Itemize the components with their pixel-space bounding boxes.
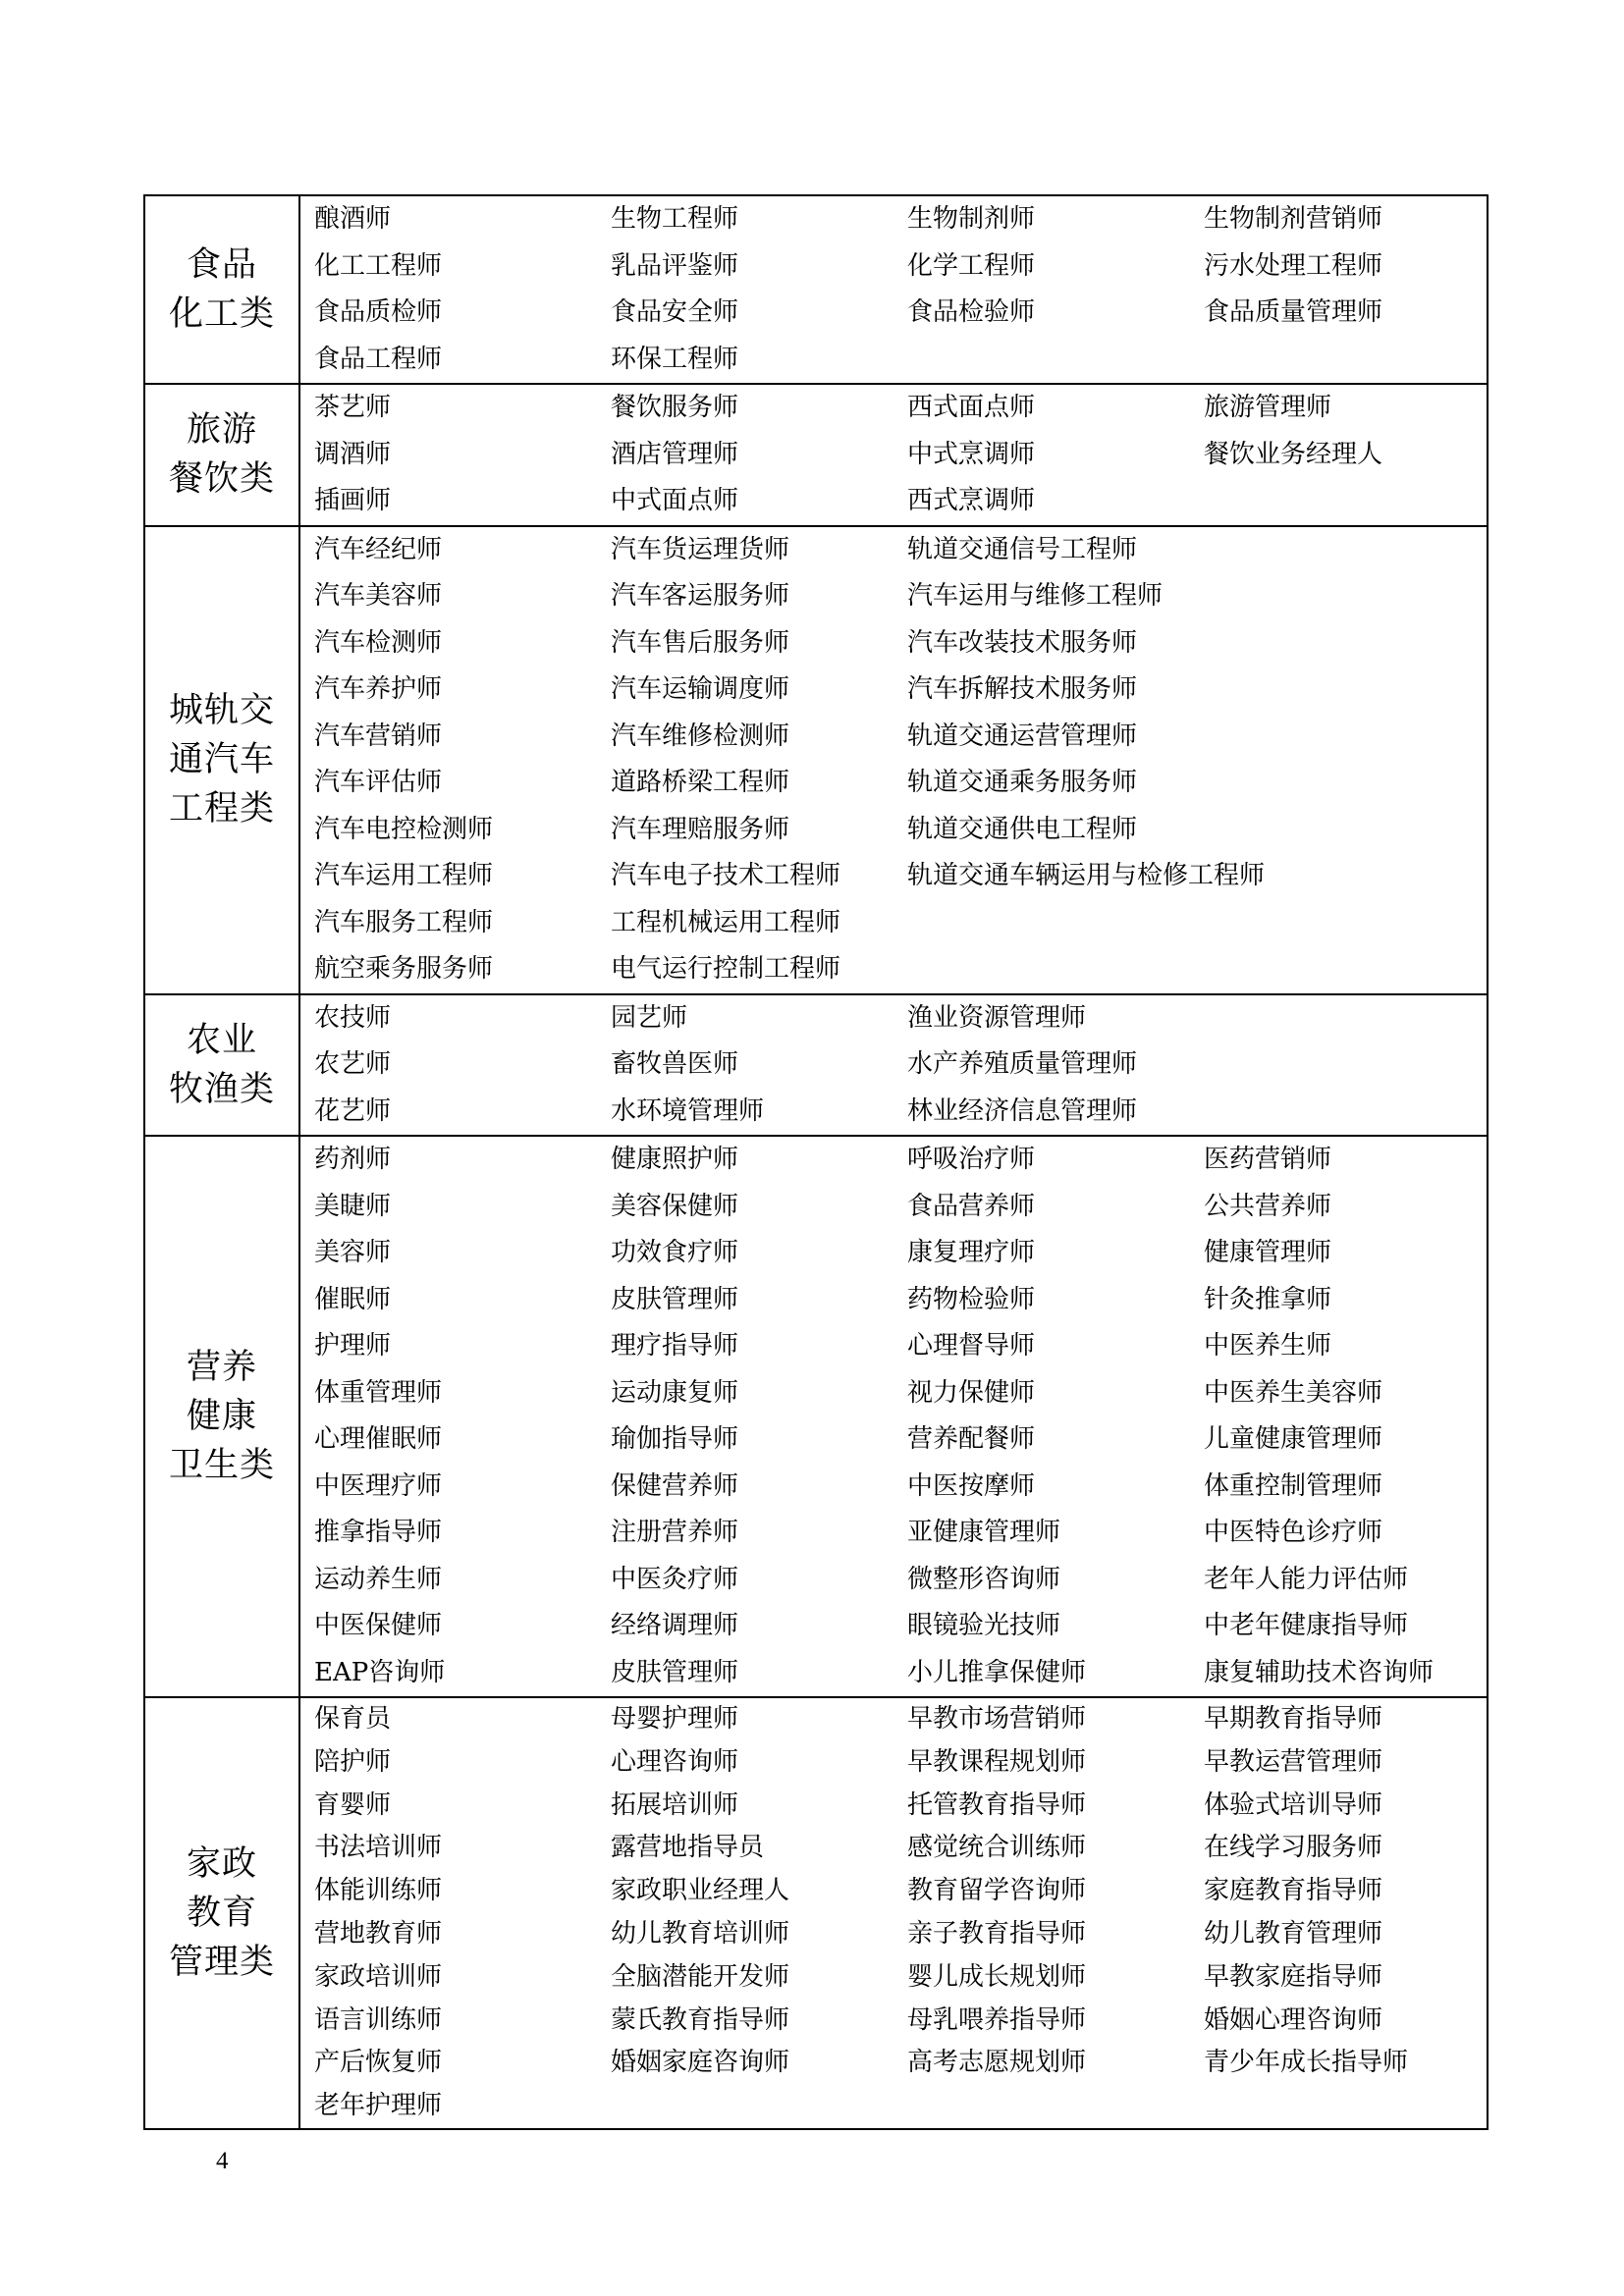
occupation-grid	[300, 1137, 1487, 1696]
occupation-item: 小儿推拿保健师	[907, 1657, 1087, 1687]
occupation-item: 运动养生师	[314, 1564, 443, 1594]
occupation-item: 公共营养师	[1204, 1191, 1332, 1221]
category-name-line: 营养	[186, 1348, 257, 1387]
occupation-item: 瑜伽指导师	[611, 1424, 739, 1454]
category-name-cell	[144, 195, 299, 384]
category-name-cell	[144, 384, 299, 526]
occupation-item: 中式烹调师	[907, 439, 1036, 469]
occupation-item	[1204, 714, 1500, 761]
occupation-item	[907, 900, 1204, 947]
occupation-item: 生物制剂营销师	[1204, 204, 1383, 234]
occupation-item: 汽车营销师	[314, 721, 443, 751]
occupation-item: 中医特色诊疗师	[1204, 1518, 1383, 1547]
occupation-item	[1204, 1089, 1500, 1136]
occupation-item	[1204, 573, 1500, 620]
category-row	[144, 526, 1488, 994]
category-row	[144, 195, 1488, 384]
occupation-item: 汽车电子技术工程师	[611, 861, 841, 890]
occupation-item: 汽车售后服务师	[611, 627, 790, 658]
category-name-line: 工程类	[168, 789, 275, 828]
occupation-item: 理疗指导师	[611, 1331, 739, 1361]
occupation-item: 园艺师	[611, 1002, 688, 1033]
occupation-item	[907, 337, 1204, 384]
occupation-item: 轨道交通信号工程师	[907, 534, 1138, 564]
occupation-item	[907, 946, 1204, 993]
occupation-item: 书法培训师	[314, 1833, 443, 1863]
occupation-item: 化学工程师	[907, 250, 1036, 281]
occupation-grid	[300, 995, 1487, 1136]
occupation-item: 中医按摩师	[907, 1470, 1036, 1501]
occupation-item: 食品质检师	[314, 297, 443, 327]
occupation-item: 心理咨询师	[611, 1746, 739, 1777]
occupation-item: 美睫师	[314, 1191, 392, 1221]
occupation-item: 美容保健师	[611, 1191, 739, 1221]
occupation-item: 中医理疗师	[314, 1470, 443, 1501]
occupation-item: 工程机械运用工程师	[611, 907, 841, 937]
occupation-item: 轨道交通车辆运用与检修工程师	[907, 861, 1266, 890]
occupation-item: 汽车运用工程师	[314, 861, 494, 890]
category-name-line: 化工类	[168, 294, 275, 334]
occupation-item: 康复理疗师	[907, 1238, 1036, 1267]
occupation-item: 插画师	[314, 486, 392, 515]
occupation-item: 呼吸治疗师	[907, 1145, 1036, 1174]
occupation-item: 水环境管理师	[611, 1095, 765, 1126]
occupation-item: 林业经济信息管理师	[907, 1095, 1138, 1126]
occupation-item: 食品营养师	[907, 1191, 1036, 1221]
occupation-item: 注册营养师	[611, 1518, 739, 1547]
occupation-item: 汽车美容师	[314, 581, 443, 611]
occupation-item: 康复辅助技术咨询师	[1204, 1657, 1435, 1687]
occupation-item: 美容师	[314, 1238, 392, 1267]
occupation-item	[1204, 760, 1500, 807]
occupation-item: 全脑潜能开发师	[611, 1961, 790, 1992]
occupation-item: 蒙氏教育指导师	[611, 2004, 790, 2035]
occupation-item	[1204, 337, 1500, 384]
occupation-table	[143, 194, 1489, 2130]
occupation-item: 汽车检测师	[314, 627, 443, 658]
occupation-item: 农艺师	[314, 1049, 392, 1079]
occupation-item: 眼镜验光技师	[907, 1611, 1061, 1640]
occupation-item: 体重控制管理师	[1204, 1470, 1383, 1501]
occupation-item: 汽车经纪师	[314, 534, 443, 564]
occupation-item: 家政职业经理人	[611, 1876, 790, 1906]
occupation-item: 汽车电控检测师	[314, 814, 494, 844]
occupation-list-cell	[299, 994, 1488, 1137]
category-row	[144, 1136, 1488, 1697]
occupation-item: 调酒师	[314, 439, 392, 469]
occupation-item: 育婴师	[314, 1789, 392, 1820]
occupation-item: 道路桥梁工程师	[611, 768, 790, 797]
occupation-item: 营养配餐师	[907, 1424, 1036, 1454]
occupation-list-cell	[299, 1697, 1488, 2129]
occupation-list-cell	[299, 1136, 1488, 1697]
occupation-item: 花艺师	[314, 1095, 392, 1126]
occupation-item: 青少年成长指导师	[1204, 2048, 1409, 2078]
occupation-item: 微整形咨询师	[907, 1564, 1061, 1594]
category-name-cell	[144, 526, 299, 994]
occupation-grid	[300, 196, 1487, 383]
occupation-item: 汽车拆解技术服务师	[907, 674, 1138, 704]
occupation-item: 汽车维修检测师	[611, 721, 790, 751]
occupation-item: 早教运营管理师	[1204, 1746, 1383, 1777]
occupation-item: 视力保健师	[907, 1377, 1036, 1408]
occupation-item	[1204, 478, 1500, 525]
occupation-grid	[300, 385, 1487, 525]
occupation-item: 西式面点师	[907, 393, 1036, 422]
occupation-item: 中医灸疗师	[611, 1564, 739, 1594]
occupation-item	[1204, 853, 1500, 900]
occupation-item: 医药营销师	[1204, 1145, 1332, 1174]
category-name-cell	[144, 994, 299, 1137]
occupation-item: 中医养生美容师	[1204, 1377, 1383, 1408]
occupation-table-body	[144, 195, 1488, 2129]
occupation-item	[1204, 900, 1500, 947]
occupation-item: 保健营养师	[611, 1470, 739, 1501]
occupation-item: 中医养生师	[1204, 1331, 1332, 1361]
category-name-line: 健康	[186, 1397, 257, 1436]
occupation-item: 餐饮业务经理人	[1204, 439, 1383, 469]
occupation-item: 经络调理师	[611, 1611, 739, 1640]
occupation-item: 食品安全师	[611, 297, 739, 327]
occupation-item: 化工工程师	[314, 250, 443, 281]
occupation-item: 针灸推拿师	[1204, 1284, 1332, 1314]
occupation-item: 汽车养护师	[314, 674, 443, 704]
occupation-item: 心理催眠师	[314, 1424, 443, 1454]
category-name-line: 通汽车	[168, 740, 275, 779]
occupation-item: 轨道交通供电工程师	[907, 814, 1138, 844]
occupation-item: 皮肤管理师	[611, 1657, 739, 1687]
occupation-item: 教育留学咨询师	[907, 1876, 1087, 1906]
occupation-item: 西式烹调师	[907, 486, 1036, 515]
category-name-line: 管理类	[168, 1942, 275, 1982]
category-name-line: 城轨交	[168, 691, 275, 730]
occupation-item: 保育员	[314, 1704, 392, 1734]
occupation-item: 婴儿成长规划师	[907, 1961, 1087, 1992]
category-name-line: 家政	[186, 1843, 257, 1884]
occupation-item: 家政培训师	[314, 1961, 443, 1992]
occupation-item: 亚健康管理师	[907, 1518, 1061, 1547]
occupation-item: 乳品评鉴师	[611, 250, 739, 281]
category-name-line: 教育	[186, 1893, 257, 1933]
occupation-item: 食品质量管理师	[1204, 297, 1383, 327]
occupation-item	[1204, 1041, 1500, 1089]
occupation-item: 污水处理工程师	[1204, 250, 1383, 281]
occupation-item: 语言训练师	[314, 2004, 443, 2035]
occupation-item: 体验式培训导师	[1204, 1789, 1383, 1820]
occupation-item: 汽车评估师	[314, 768, 443, 797]
occupation-item: 早教课程规划师	[907, 1746, 1087, 1777]
occupation-item: 在线学习服务师	[1204, 1833, 1383, 1863]
occupation-item: 轨道交通运营管理师	[907, 721, 1138, 751]
occupation-item: 环保工程师	[611, 344, 739, 374]
occupation-item: 电气运行控制工程师	[611, 954, 841, 984]
occupation-item: 中式面点师	[611, 486, 739, 515]
occupation-item: 酿酒师	[314, 204, 392, 234]
occupation-item: 亲子教育指导师	[907, 1918, 1087, 1949]
occupation-item: 催眠师	[314, 1284, 392, 1314]
occupation-item: 水产养殖质量管理师	[907, 1049, 1138, 1079]
occupation-item: 汽车改装技术服务师	[907, 627, 1138, 658]
occupation-item: 汽车客运服务师	[611, 581, 790, 611]
occupation-item: 功效食疗师	[611, 1238, 739, 1267]
occupation-item: 母乳喂养指导师	[907, 2004, 1087, 2035]
category-name-line: 卫生类	[168, 1446, 275, 1485]
category-name-line: 农业	[186, 1020, 257, 1060]
occupation-item: 体重管理师	[314, 1377, 443, 1408]
occupation-item: 露营地指导员	[611, 1833, 765, 1863]
occupation-list-cell	[299, 526, 1488, 994]
occupation-item: 早教市场营销师	[907, 1704, 1087, 1734]
occupation-item: 陪护师	[314, 1746, 392, 1777]
occupation-item: 生物工程师	[611, 204, 739, 234]
occupation-item: 食品检验师	[907, 297, 1036, 327]
occupation-item: 茶艺师	[314, 393, 392, 422]
occupation-item: 托管教育指导师	[907, 1789, 1087, 1820]
occupation-item: 健康照护师	[611, 1145, 739, 1174]
occupation-item: 皮肤管理师	[611, 1284, 739, 1314]
occupation-item: 航空乘务服务师	[314, 954, 494, 984]
category-row	[144, 384, 1488, 526]
occupation-list-cell	[299, 384, 1488, 526]
occupation-grid	[300, 527, 1487, 993]
occupation-item: 轨道交通乘务服务师	[907, 768, 1138, 797]
occupation-item	[611, 2085, 907, 2128]
occupation-item: 药剂师	[314, 1145, 392, 1174]
occupation-item: 高考志愿规划师	[907, 2048, 1087, 2078]
occupation-item: 心理督导师	[907, 1331, 1036, 1361]
occupation-item: 运动康复师	[611, 1377, 739, 1408]
occupation-item: 儿童健康管理师	[1204, 1424, 1383, 1454]
category-name-cell	[144, 1697, 299, 2129]
occupation-item: EAP咨询师	[314, 1657, 446, 1687]
occupation-item: 健康管理师	[1204, 1238, 1332, 1267]
category-name-line: 餐饮类	[168, 459, 275, 500]
occupation-item: 汽车理赔服务师	[611, 814, 790, 844]
occupation-item: 营地教育师	[314, 1918, 443, 1949]
occupation-item: 早教家庭指导师	[1204, 1961, 1383, 1992]
occupation-item: 汽车货运理货师	[611, 534, 790, 564]
occupation-item	[1204, 527, 1500, 574]
occupation-list-cell	[299, 195, 1488, 384]
occupation-item: 畜牧兽医师	[611, 1049, 739, 1079]
occupation-item: 中医保健师	[314, 1611, 443, 1640]
occupation-item: 拓展培训师	[611, 1789, 739, 1820]
category-row	[144, 994, 1488, 1137]
category-name-line: 牧渔类	[168, 1069, 275, 1109]
occupation-item: 推拿指导师	[314, 1518, 443, 1547]
occupation-item: 生物制剂师	[907, 204, 1036, 234]
occupation-item: 旅游管理师	[1204, 393, 1332, 422]
occupation-item: 早期教育指导师	[1204, 1704, 1383, 1734]
occupation-item: 中老年健康指导师	[1204, 1611, 1409, 1640]
occupation-item: 老年护理师	[314, 2091, 443, 2121]
category-row	[144, 1697, 1488, 2129]
occupation-item	[1204, 807, 1500, 854]
occupation-item: 餐饮服务师	[611, 393, 739, 422]
occupation-item	[1204, 2085, 1500, 2128]
occupation-item: 汽车服务工程师	[314, 907, 494, 937]
occupation-item: 母婴护理师	[611, 1704, 739, 1734]
occupation-item: 酒店管理师	[611, 439, 739, 469]
occupation-item: 幼儿教育管理师	[1204, 1918, 1383, 1949]
occupation-item: 汽车运用与维修工程师	[907, 581, 1164, 611]
page-number: 4	[216, 2148, 229, 2174]
category-name-line: 旅游	[186, 410, 257, 451]
occupation-item	[1204, 620, 1500, 667]
category-name-line: 食品	[186, 245, 257, 285]
occupation-item: 农技师	[314, 1002, 392, 1033]
occupation-item: 婚姻心理咨询师	[1204, 2004, 1383, 2035]
occupation-item	[1204, 946, 1500, 993]
occupation-item	[907, 2085, 1204, 2128]
occupation-item: 药物检验师	[907, 1284, 1036, 1314]
occupation-item	[1204, 667, 1500, 714]
occupation-item: 体能训练师	[314, 1876, 443, 1906]
occupation-item	[1204, 995, 1500, 1042]
category-name-cell	[144, 1136, 299, 1697]
occupation-item: 渔业资源管理师	[907, 1002, 1087, 1033]
occupation-grid	[300, 1698, 1487, 2128]
occupation-item: 产后恢复师	[314, 2048, 443, 2078]
occupation-item: 幼儿教育培训师	[611, 1918, 790, 1949]
occupation-item: 感觉统合训练师	[907, 1833, 1087, 1863]
occupation-item: 汽车运输调度师	[611, 674, 790, 704]
occupation-item: 婚姻家庭咨询师	[611, 2048, 790, 2078]
occupation-item: 食品工程师	[314, 344, 443, 374]
occupation-item: 护理师	[314, 1331, 392, 1361]
occupation-item: 老年人能力评估师	[1204, 1564, 1409, 1594]
occupation-item: 家庭教育指导师	[1204, 1876, 1383, 1906]
